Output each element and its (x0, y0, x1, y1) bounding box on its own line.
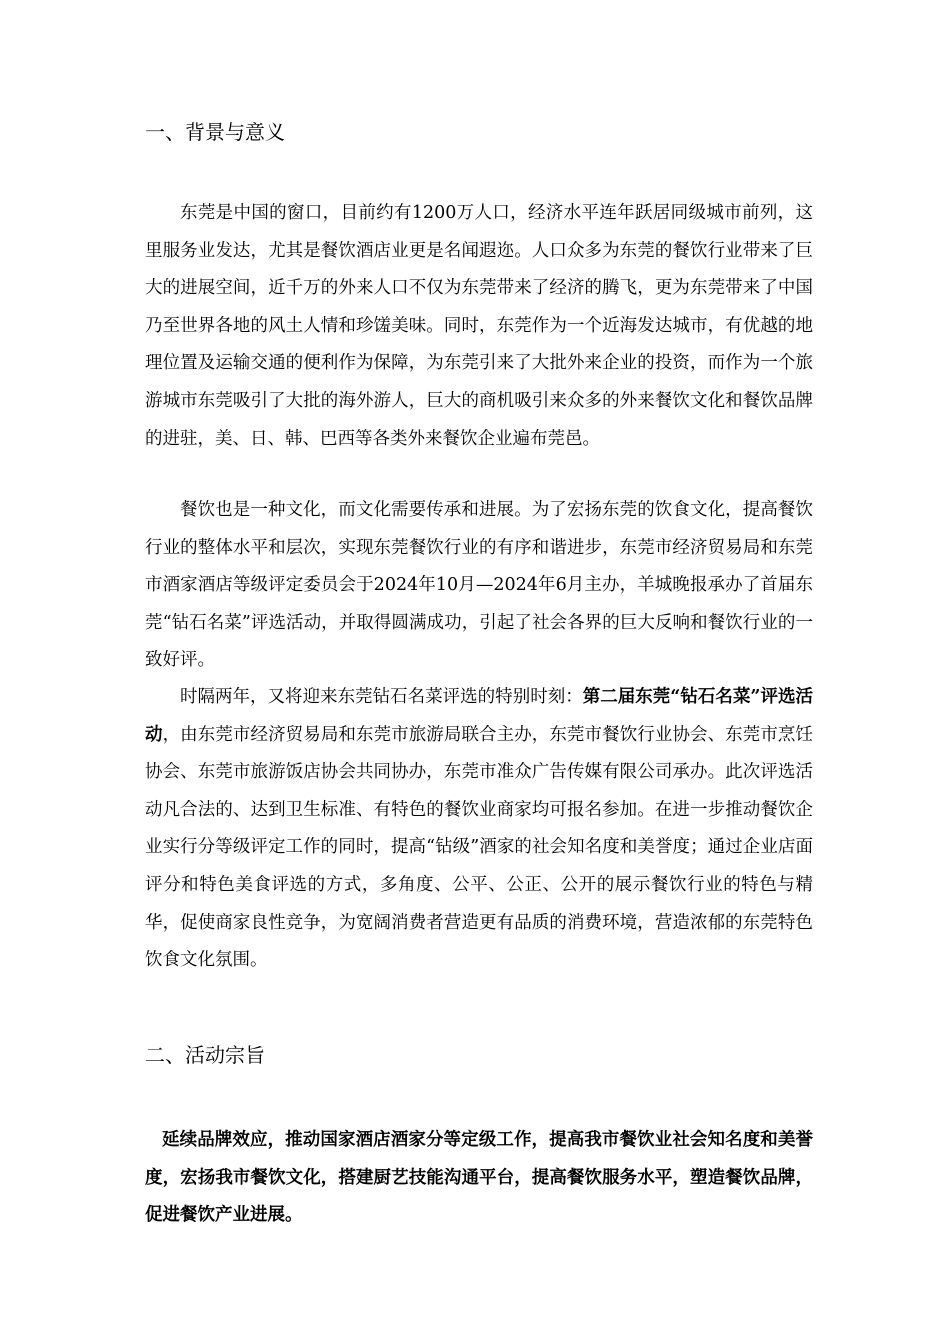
paragraph-second-event (145, 679, 813, 980)
paragraph-background-intro: 东莞是中国的窗口，目前约有1200万人口，经济水平连年跃居同级城市前列，这里服务业发达，尤其是餐饮酒店业更是名闻遐迩。人口众多为东莞的餐饮行业带来了巨大的进展空间，近千万的外来人口不仅为东莞带来了经济的腾飞，更为东莞带来了中国乃至世界各地的风土人情和珍馐美味。同时，东莞作为一个近海发达城市，有优越的地理位置及运输交通的便利作为保障，为东莞引来了大批外来企业的投资，而作为一个旅游城市东莞吸引了大批的海外游人，巨大的商机吸引来众多的外来餐饮文化和餐饮品牌的进驻，美、日、韩、巴西等各类外来餐饮企业遍布莞邑。 (145, 203, 813, 449)
section-heading-background: 一、背景与意义 (145, 120, 285, 144)
paragraph-second-event-rest: ，由东莞市经济贸易局和东莞市旅游局联合主办，东莞市餐饮行业协会、东莞市烹饪协会、东莞市旅游饭店协会共同协办，东莞市准众广告传媒有限公司承办。此次评选活动凡合法的、达到卫生标准、有特色的餐饮业商家均可报名参加。在进一步推动餐饮企业实行分等级评定工作的同时，提高“钻级”酒家的社会知名度和美誉度；通过企业店面评分和特色美食评选的方式，多角度、公平、公正、公开的展示餐饮行业的特色与精华，促使商家良性竞争，为宽阔消费者营造更有品质的消费环境，营造浓郁的东莞特色饮食文化氛围。 (145, 724, 814, 971)
paragraph-food-culture: 餐饮也是一种文化，而文化需要传承和进展。为了宏扬东莞的饮食文化，提高餐饮行业的整体水平和层次，实现东莞餐饮行业的有序和谐进步，东莞市经济贸易局和东莞市酒家酒店等级评定委员会于2024年10月—2024年6月主办，羊城晚报承办了首届东莞“钻石名菜”评选活动，并取得圆满成功，引起了社会各界的巨大反响和餐饮行业的一致好评。 (145, 500, 813, 671)
section-heading-purpose: 二、活动宗旨 (145, 1043, 265, 1067)
paragraph-purpose: 延续品牌效应，推动国家酒店酒家分等定级工作，提高我市餐饮业社会知名度和美誉度，宏扬我市餐饮文化，搭建厨艺技能沟通平台，提高餐饮服务水平，塑造餐饮品牌，促进餐饮产业进展。 (145, 1130, 813, 1226)
paragraph-second-event-lead: 时隔两年，又将迎来东莞钻石名菜评选的特别时刻： (180, 687, 583, 707)
event-name-bold: 第二届东莞“钻石名菜”评选活动 (145, 687, 813, 745)
